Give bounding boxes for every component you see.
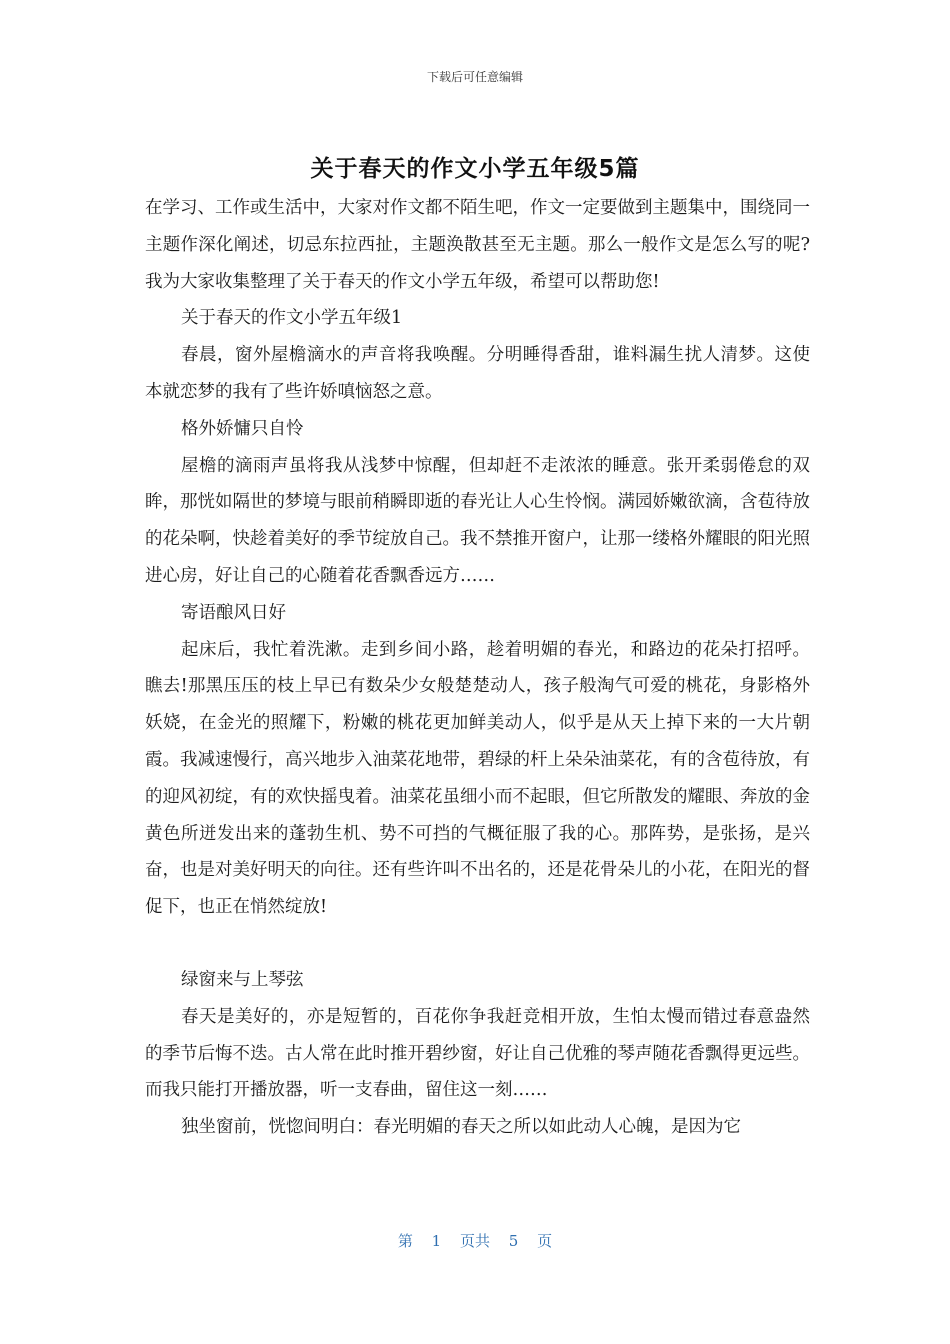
subheading: 格外娇慵只自怜 [181, 418, 304, 439]
paragraph: 独坐窗前，恍惚间明白：春光明媚的春天之所以如此动人心魄，是因为它 [181, 1117, 741, 1138]
paragraph: 春天是美好的，亦是短暂的，百花你争我赶竞相开放，生怕太慢而错过春意盎然的季节后悔不迭。古人常在此时推开碧纱窗，好让自己优雅的琴声随花香飘得更远些。而我只能打开播放器，听一支春曲，留住这一刻…… [145, 1006, 810, 1101]
page-total: 5 [508, 1232, 519, 1250]
page-current: 1 [431, 1232, 442, 1250]
header-note: 下载后可任意编辑 [426, 70, 523, 84]
paragraph: 屋檐的滴雨声虽将我从浅梦中惊醒，但却赶不走浓浓的睡意。张开柔弱倦怠的双眸，那恍如隔世的梦境与眼前稍瞬即逝的春光让人心生怜悯。满园娇嫩欲滴，含苞待放的花朵啊，快趁着美好的季节绽放自己。我不禁推开窗户，让那一缕格外耀眼的阳光照进心房，好让自己的心随着花香飘香远方…… [145, 455, 810, 586]
document-body [145, 190, 810, 1146]
page-prefix: 第 [397, 1232, 413, 1250]
section-heading-1: 关于春天的作文小学五年级1 [181, 308, 403, 329]
document-title: 关于春天的作文小学五年级5篇 [310, 156, 640, 182]
paragraph: 春晨，窗外屋檐滴水的声音将我唤醒。分明睡得香甜，谁料漏生扰人清梦。这使本就恋梦的我有了些许娇嗔恼怒之意。 [145, 345, 810, 402]
paragraph-gap [145, 926, 810, 962]
paragraph: 起床后，我忙着洗漱。走到乡间小路，趁着明媚的春光，和路边的花朵打招呼。瞧去!那黑压压的枝上早已有数朵少女般楚楚动人，孩子般淘气可爱的桃花，身影格外妖娆，在金光的照耀下，粉嫩的桃花更加鲜美动人，似乎是从天上掉下来的一大片朝霞。我减速慢行，高兴地步入油菜花地带，碧绿的杆上朵朵油菜花，有的含苞待放，有的迎风初绽，有的欢快摇曳着。油菜花虽细小而不起眼，但它所散发的耀眼、奔放的金黄色所迸发出来的蓬勃生机、势不可挡的气概征服了我的心。那阵势，是张扬，是兴奋，也是对美好明天的向往。还有些许叫不出名的，还是花骨朵儿的小花，在阳光的督促下，也正在悄然绽放! [145, 639, 810, 918]
page-footer [0, 1230, 950, 1251]
page-mid: 页共 [459, 1232, 490, 1250]
intro-paragraph: 在学习、工作或生活中，大家对作文都不陌生吧，作文一定要做到主题集中，围绕同一主题作深化阐述，切忌东拉西扯，主题涣散甚至无主题。那么一般作文是怎么写的呢?我为大家收集整理了关于春天的作文小学五年级，希望可以帮助您! [145, 198, 810, 292]
subheading: 寄语酿风日好 [181, 602, 286, 623]
subheading: 绿窗来与上琴弦 [181, 969, 304, 990]
page-suffix: 页 [537, 1232, 553, 1250]
